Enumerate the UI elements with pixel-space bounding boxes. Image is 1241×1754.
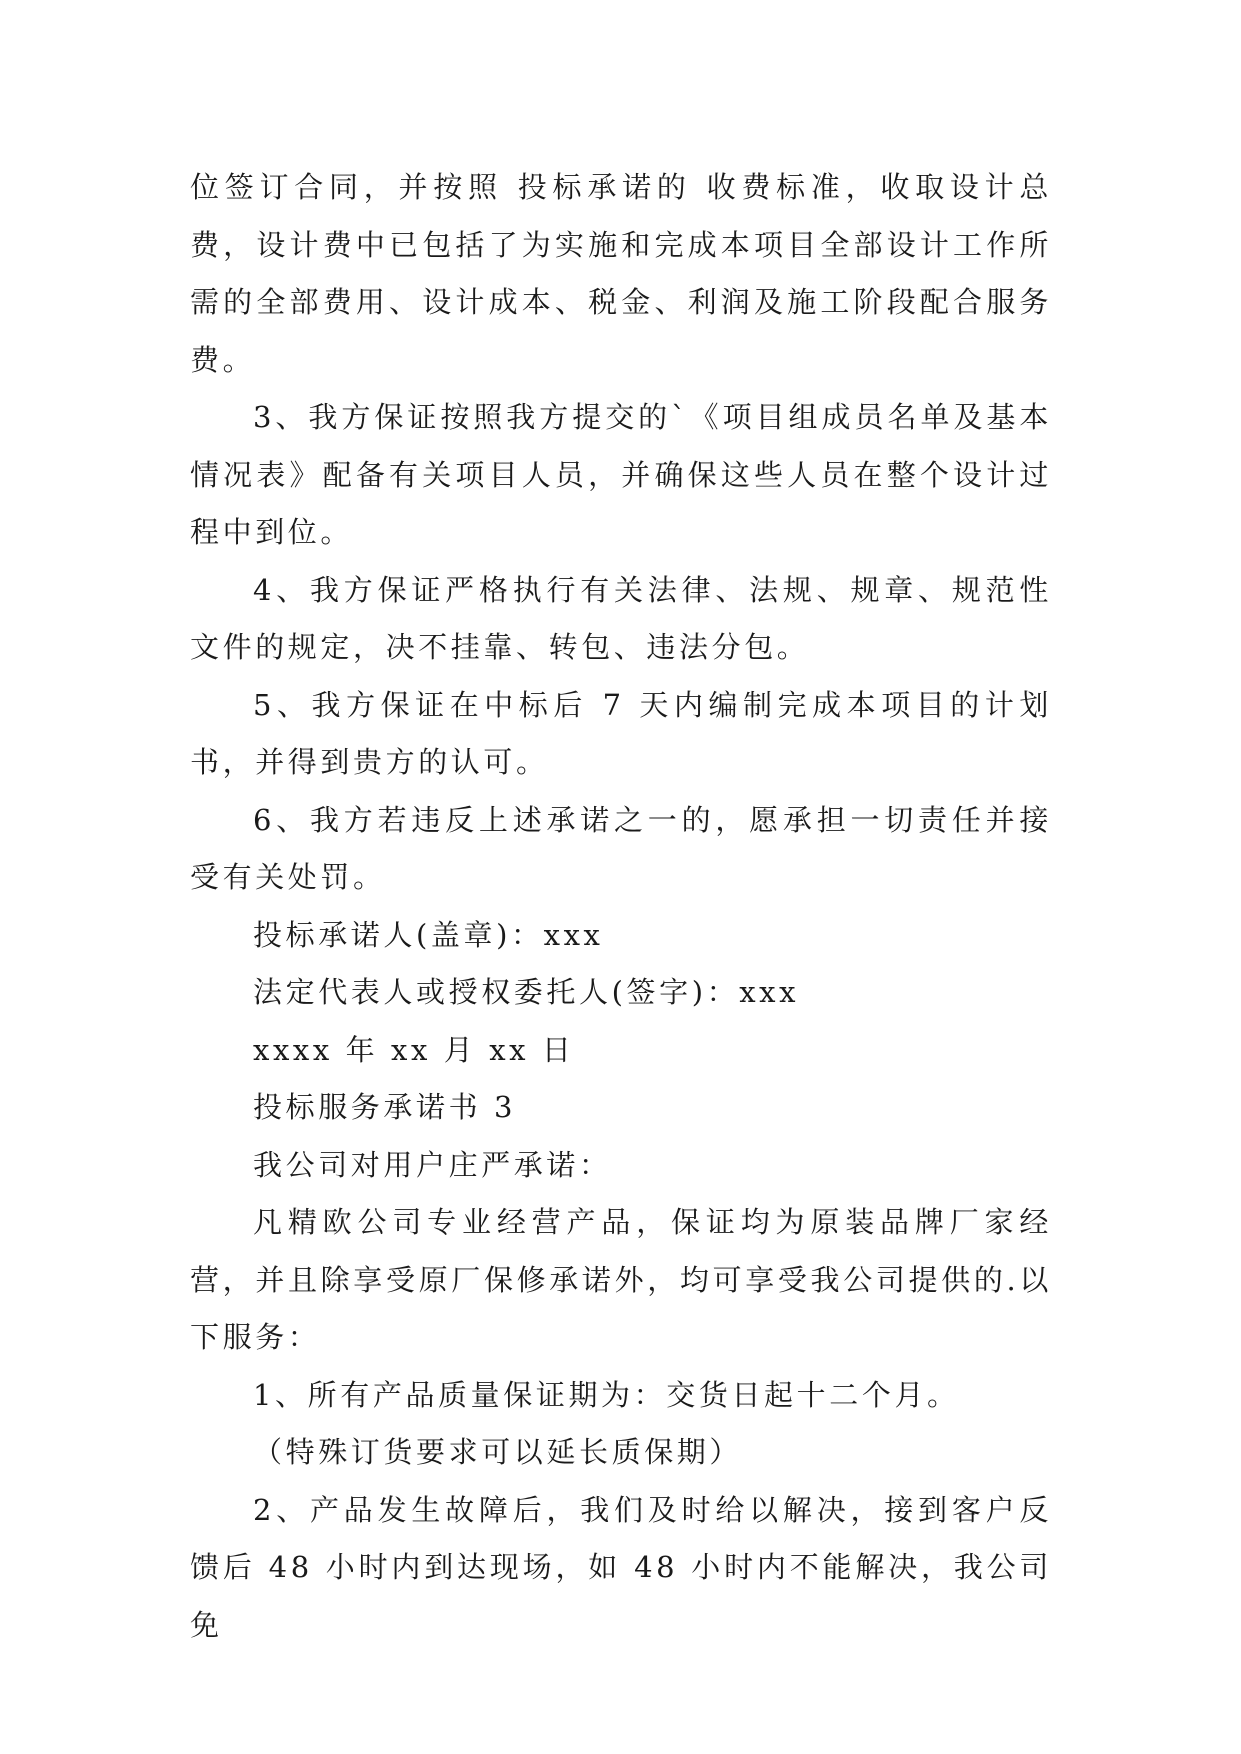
- paragraph-design-fee: 位签订合同，并按照 投标承诺的 收费标准，收取设计总费，设计费中已包括了为实施和完成本项目全部设计工作所需的全部费用、设计成本、税金、利润及施工阶段配合服务费。: [190, 170, 1052, 377]
- paragraph-item-4: 4、我方保证严格执行有关法律、法规、规章、规范性文件的规定，决不挂靠、转包、违法分包。: [190, 572, 1052, 664]
- paragraph-item-3: 3、我方保证按照我方提交的`《项目组成员名单及基本情况表》配备有关项目人员，并确保这些人员在整个设计过程中到位。: [190, 400, 1052, 549]
- service-item-1-note: （特殊订货要求可以延长质保期）: [253, 1435, 743, 1469]
- company-pledge-intro: 我公司对用户庄严承诺：: [253, 1147, 612, 1182]
- bidder-seal-line: 投标承诺人(盖章)：xxx: [253, 917, 604, 952]
- section-title: 投标服务承诺书 3: [253, 1090, 517, 1124]
- paragraph-item-5: 5、我方保证在中标后 7 天内编制完成本项目的计划书，并得到贵方的认可。: [190, 687, 1052, 779]
- representative-signature-line: 法定代表人或授权委托人(签字)：xxx: [253, 975, 800, 1009]
- date-line: xxxx 年 xx 月 xx 日: [253, 1032, 575, 1067]
- document-body: [190, 159, 1052, 1654]
- paragraph-item-6: 6、我方若违反上述承诺之一的，愿承担一切责任并接受有关处罚。: [190, 802, 1052, 894]
- service-item-1: 1、所有产品质量保证期为：交货日起十二个月。: [253, 1377, 960, 1412]
- service-item-2: 2、产品发生故障后，我们及时给以解决，接到客户反馈后 48 小时内到达现场，如 48 小时内不能解决，我公司免: [190, 1492, 1052, 1642]
- paragraph-products: 凡精欧公司专业经营产品，保证均为原装品牌厂家经营，并且除享受原厂保修承诺外，均可享受我公司提供的.以下服务：: [190, 1205, 1052, 1354]
